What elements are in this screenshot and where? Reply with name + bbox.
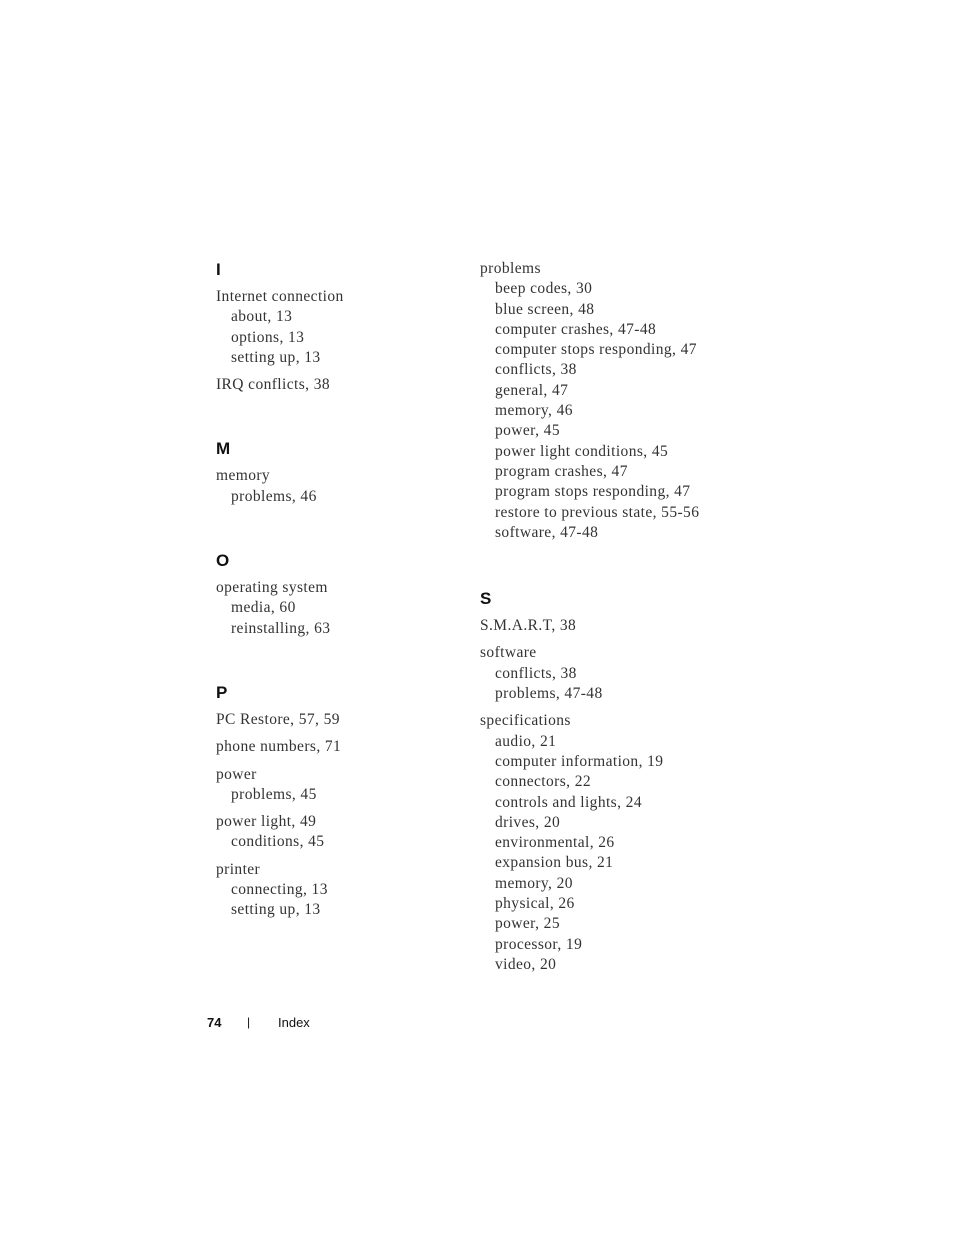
- index-subentry: conflicts, 38: [495, 664, 577, 682]
- index-subentry: computer information, 19: [495, 752, 664, 770]
- index-subentry: audio, 21: [495, 732, 557, 750]
- index-letter-heading: M: [216, 439, 231, 459]
- footer-section-title: Index: [278, 1015, 310, 1030]
- index-entry: [216, 578, 456, 639]
- index-subentry: computer stops responding, 47: [495, 341, 697, 359]
- index-entry: [480, 711, 740, 975]
- footer-separator: |: [247, 1015, 251, 1029]
- index-subentry: software, 47-48: [495, 523, 599, 541]
- index-entry: [480, 616, 740, 636]
- index-entry: [216, 737, 456, 757]
- index-column-right: [480, 259, 740, 982]
- index-subentry: memory, 46: [495, 402, 573, 420]
- index-entry: [216, 860, 456, 921]
- page-number: 74: [207, 1015, 222, 1030]
- index-subentry: setting up, 13: [231, 348, 321, 366]
- index-term: IRQ conflicts, 38: [216, 376, 330, 394]
- index-subentry: beep codes, 30: [495, 280, 593, 298]
- index-letter-heading: O: [216, 551, 230, 571]
- index-letter-heading: P: [216, 682, 228, 702]
- index-subentry: environmental, 26: [495, 834, 615, 852]
- index-subentry: blue screen, 48: [495, 300, 595, 318]
- index-subentry: media, 60: [231, 599, 296, 617]
- index-term: power light, 49: [216, 813, 317, 831]
- index-subentry: memory, 20: [495, 874, 573, 892]
- index-entry: [216, 375, 456, 395]
- index-subentry: power, 25: [495, 915, 560, 933]
- index-letter-heading: S: [480, 589, 492, 609]
- index-term: memory: [216, 467, 271, 485]
- index-subentry: connectors, 22: [495, 773, 591, 791]
- index-subentry: drives, 20: [495, 813, 561, 831]
- index-term: S.M.A.R.T, 38: [480, 617, 577, 635]
- index-subentry: problems, 45: [231, 785, 317, 803]
- index-subentry: general, 47: [495, 381, 569, 399]
- index-subentry: reinstalling, 63: [231, 619, 331, 637]
- index-subentry: connecting, 13: [231, 881, 328, 899]
- index-subentry: problems, 47-48: [495, 685, 603, 703]
- index-term: software: [480, 644, 537, 662]
- index-term: operating system: [216, 579, 328, 597]
- index-term: power: [216, 765, 257, 783]
- index-subentry: options, 13: [231, 328, 305, 346]
- index-subentry: conditions, 45: [231, 833, 325, 851]
- index-subentry: video, 20: [495, 955, 557, 973]
- index-term: PC Restore, 57, 59: [216, 710, 340, 728]
- index-term: printer: [216, 860, 261, 878]
- index-entry: [480, 259, 740, 543]
- index-subentry: restore to previous state, 55-56: [495, 503, 700, 521]
- index-entry: [216, 287, 456, 368]
- index-column-left: [216, 259, 456, 928]
- index-term: problems: [480, 260, 541, 277]
- index-subentry: expansion bus, 21: [495, 854, 614, 872]
- index-entry: [216, 812, 456, 853]
- index-subentry: setting up, 13: [231, 901, 321, 919]
- index-subentry: problems, 46: [231, 487, 317, 505]
- index-entry: [216, 466, 456, 507]
- index-entry: [480, 643, 740, 704]
- index-entry: [216, 710, 456, 730]
- index-subentry: program crashes, 47: [495, 462, 628, 480]
- index-letter-heading: I: [216, 260, 221, 279]
- index-subentry: program stops responding, 47: [495, 483, 691, 501]
- index-subentry: about, 13: [231, 308, 293, 326]
- index-term: specifications: [480, 712, 571, 730]
- index-term: Internet connection: [216, 288, 344, 305]
- index-subentry: power light conditions, 45: [495, 442, 669, 460]
- index-subentry: computer crashes, 47-48: [495, 320, 657, 338]
- index-subentry: physical, 26: [495, 895, 575, 913]
- index-subentry: conflicts, 38: [495, 361, 577, 379]
- index-term: phone numbers, 71: [216, 738, 342, 756]
- index-subentry: processor, 19: [495, 935, 583, 953]
- index-subentry: controls and lights, 24: [495, 793, 642, 811]
- index-entry: [216, 765, 456, 806]
- index-subentry: power, 45: [495, 422, 560, 440]
